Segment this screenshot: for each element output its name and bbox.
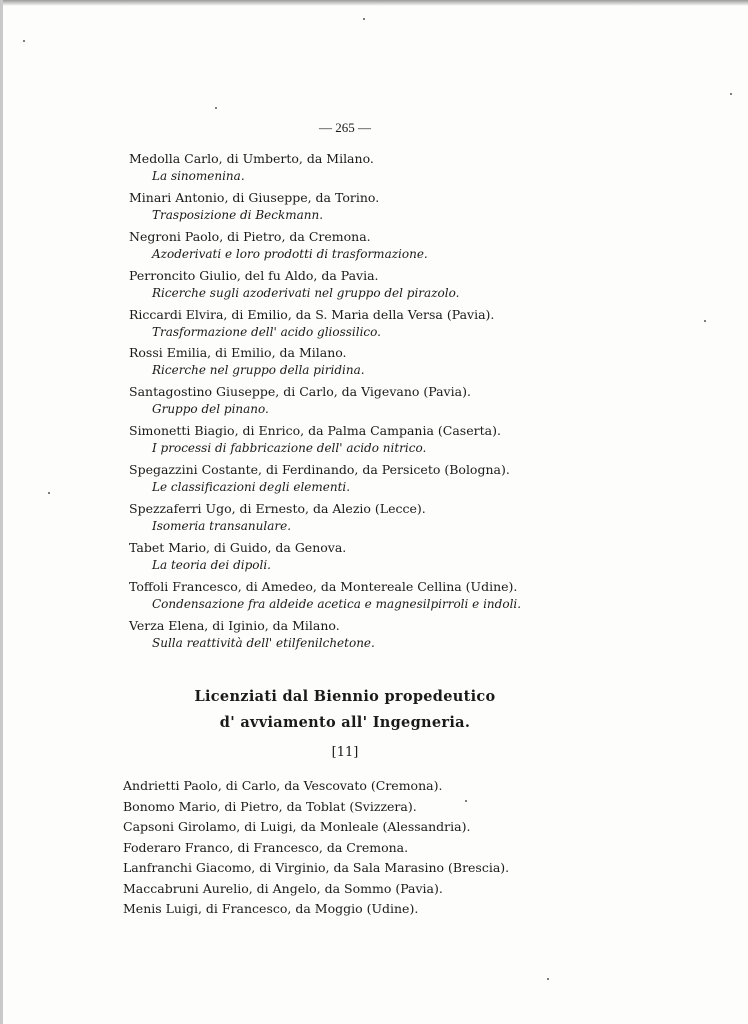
list-item: [129, 150, 729, 189]
list-item: [129, 383, 729, 422]
entry-thesis: Le classificazioni degli elementi.: [152, 480, 351, 495]
entry-thesis: La sinomenina.: [152, 169, 245, 183]
list-item: Lanfranchi Giacomo, di Virginio, da Sala Marasino (Brescia).: [123, 860, 510, 875]
entry-name: Minari Antonio, di Giuseppe, da Torino.: [129, 189, 380, 205]
section-count: [11]: [331, 745, 359, 760]
entry-thesis: Trasformazione dell' acido gliossilico.: [152, 324, 381, 339]
entry-name: Simonetti Biagio, di Enrico, da Palma Campania (Caserta).: [129, 423, 501, 439]
list-item: Foderaro Franco, di Francesco, da Cremona.: [123, 839, 409, 855]
scan-speck: [704, 320, 706, 322]
scan-left-edge: [0, 0, 3, 1024]
scan-speck: [215, 107, 217, 109]
entry-name: Verza Elena, di Iginio, da Milano.: [129, 617, 340, 633]
list-item: Bonomo Mario, di Pietro, da Toblat (Svizzera).: [123, 798, 417, 814]
entry-name: Negroni Paolo, di Pietro, da Cremona.: [129, 228, 371, 244]
entry-name: Rossi Emilia, di Emilio, da Milano.: [129, 345, 347, 361]
scan-speck: [363, 18, 365, 20]
entry-thesis: Ricerche nel gruppo della piridina.: [152, 363, 365, 378]
list-item: [129, 617, 729, 656]
list-item: [129, 500, 729, 539]
entry-name: Santagostino Giuseppe, di Carlo, da Vigevano (Pavia).: [129, 384, 471, 400]
list-item: Capsoni Girolamo, di Luigi, da Monleale (Alessandria).: [123, 819, 471, 834]
entry-name: Perroncito Giulio, del fu Aldo, da Pavia.: [129, 267, 379, 283]
entry-thesis: Sulla reattività dell' etilfenilchetone.: [152, 635, 375, 650]
graduates-list: [129, 150, 729, 656]
list-item: [129, 461, 729, 500]
list-item: Maccabruni Aurelio, di Angelo, da Sommo (Pavia).: [123, 880, 443, 896]
list-item: [129, 189, 729, 228]
scan-speck: [23, 40, 25, 42]
entry-thesis: La teoria dei dipoli.: [152, 557, 271, 572]
licensed-list: [123, 776, 723, 920]
list-item: [129, 228, 729, 267]
entry-thesis: I processi di fabbricazione dell' acido nitrico.: [152, 441, 427, 456]
list-item: [129, 422, 729, 461]
list-item: [129, 306, 729, 345]
list-item: [129, 578, 729, 617]
entry-name: Spezzaferri Ugo, di Ernesto, da Alezio (Lecce).: [129, 501, 426, 517]
list-item: Andrietti Paolo, di Carlo, da Vescovato (Cremona).: [123, 778, 443, 793]
entry-thesis: Azoderivati e loro prodotti di trasformazione.: [152, 246, 428, 261]
entry-thesis: Ricerche sugli azoderivati nel gruppo del pirazolo.: [152, 285, 460, 300]
scan-speck: [730, 93, 732, 95]
entry-name: Riccardi Elvira, di Emilio, da S. Maria della Versa (Pavia).: [129, 306, 495, 322]
entry-name: Spegazzini Costante, di Ferdinando, da Persiceto (Bologna).: [129, 462, 510, 478]
entry-thesis: Gruppo del pinano.: [152, 402, 269, 417]
scan-speck: [465, 800, 467, 802]
entry-thesis: Isomeria transanulare.: [152, 519, 292, 534]
entry-thesis: Condensazione fra aldeide acetica e magnesilpirroli e indoli.: [152, 596, 522, 611]
scan-speck: [48, 492, 50, 494]
entry-name: Toffoli Francesco, di Amedeo, da Montereale Cellina (Udine).: [129, 578, 518, 594]
page-number: — 265 —: [319, 120, 371, 135]
list-item: [129, 267, 729, 306]
entry-thesis: Trasposizione di Beckmann.: [152, 207, 324, 222]
scan-speck: [547, 978, 549, 980]
scan-top-edge: [0, 0, 748, 6]
entry-name: Medolla Carlo, di Umberto, da Milano.: [129, 151, 374, 166]
entry-name: Tabet Mario, di Guido, da Genova.: [129, 539, 347, 555]
list-item: Menis Luigi, di Francesco, da Moggio (Udine).: [123, 901, 419, 916]
section-subheading: d' avviamento all' Ingegneria.: [219, 714, 471, 731]
list-item: [129, 539, 729, 578]
list-item: [129, 344, 729, 383]
section-heading: Licenziati dal Biennio propedeutico: [194, 688, 496, 705]
